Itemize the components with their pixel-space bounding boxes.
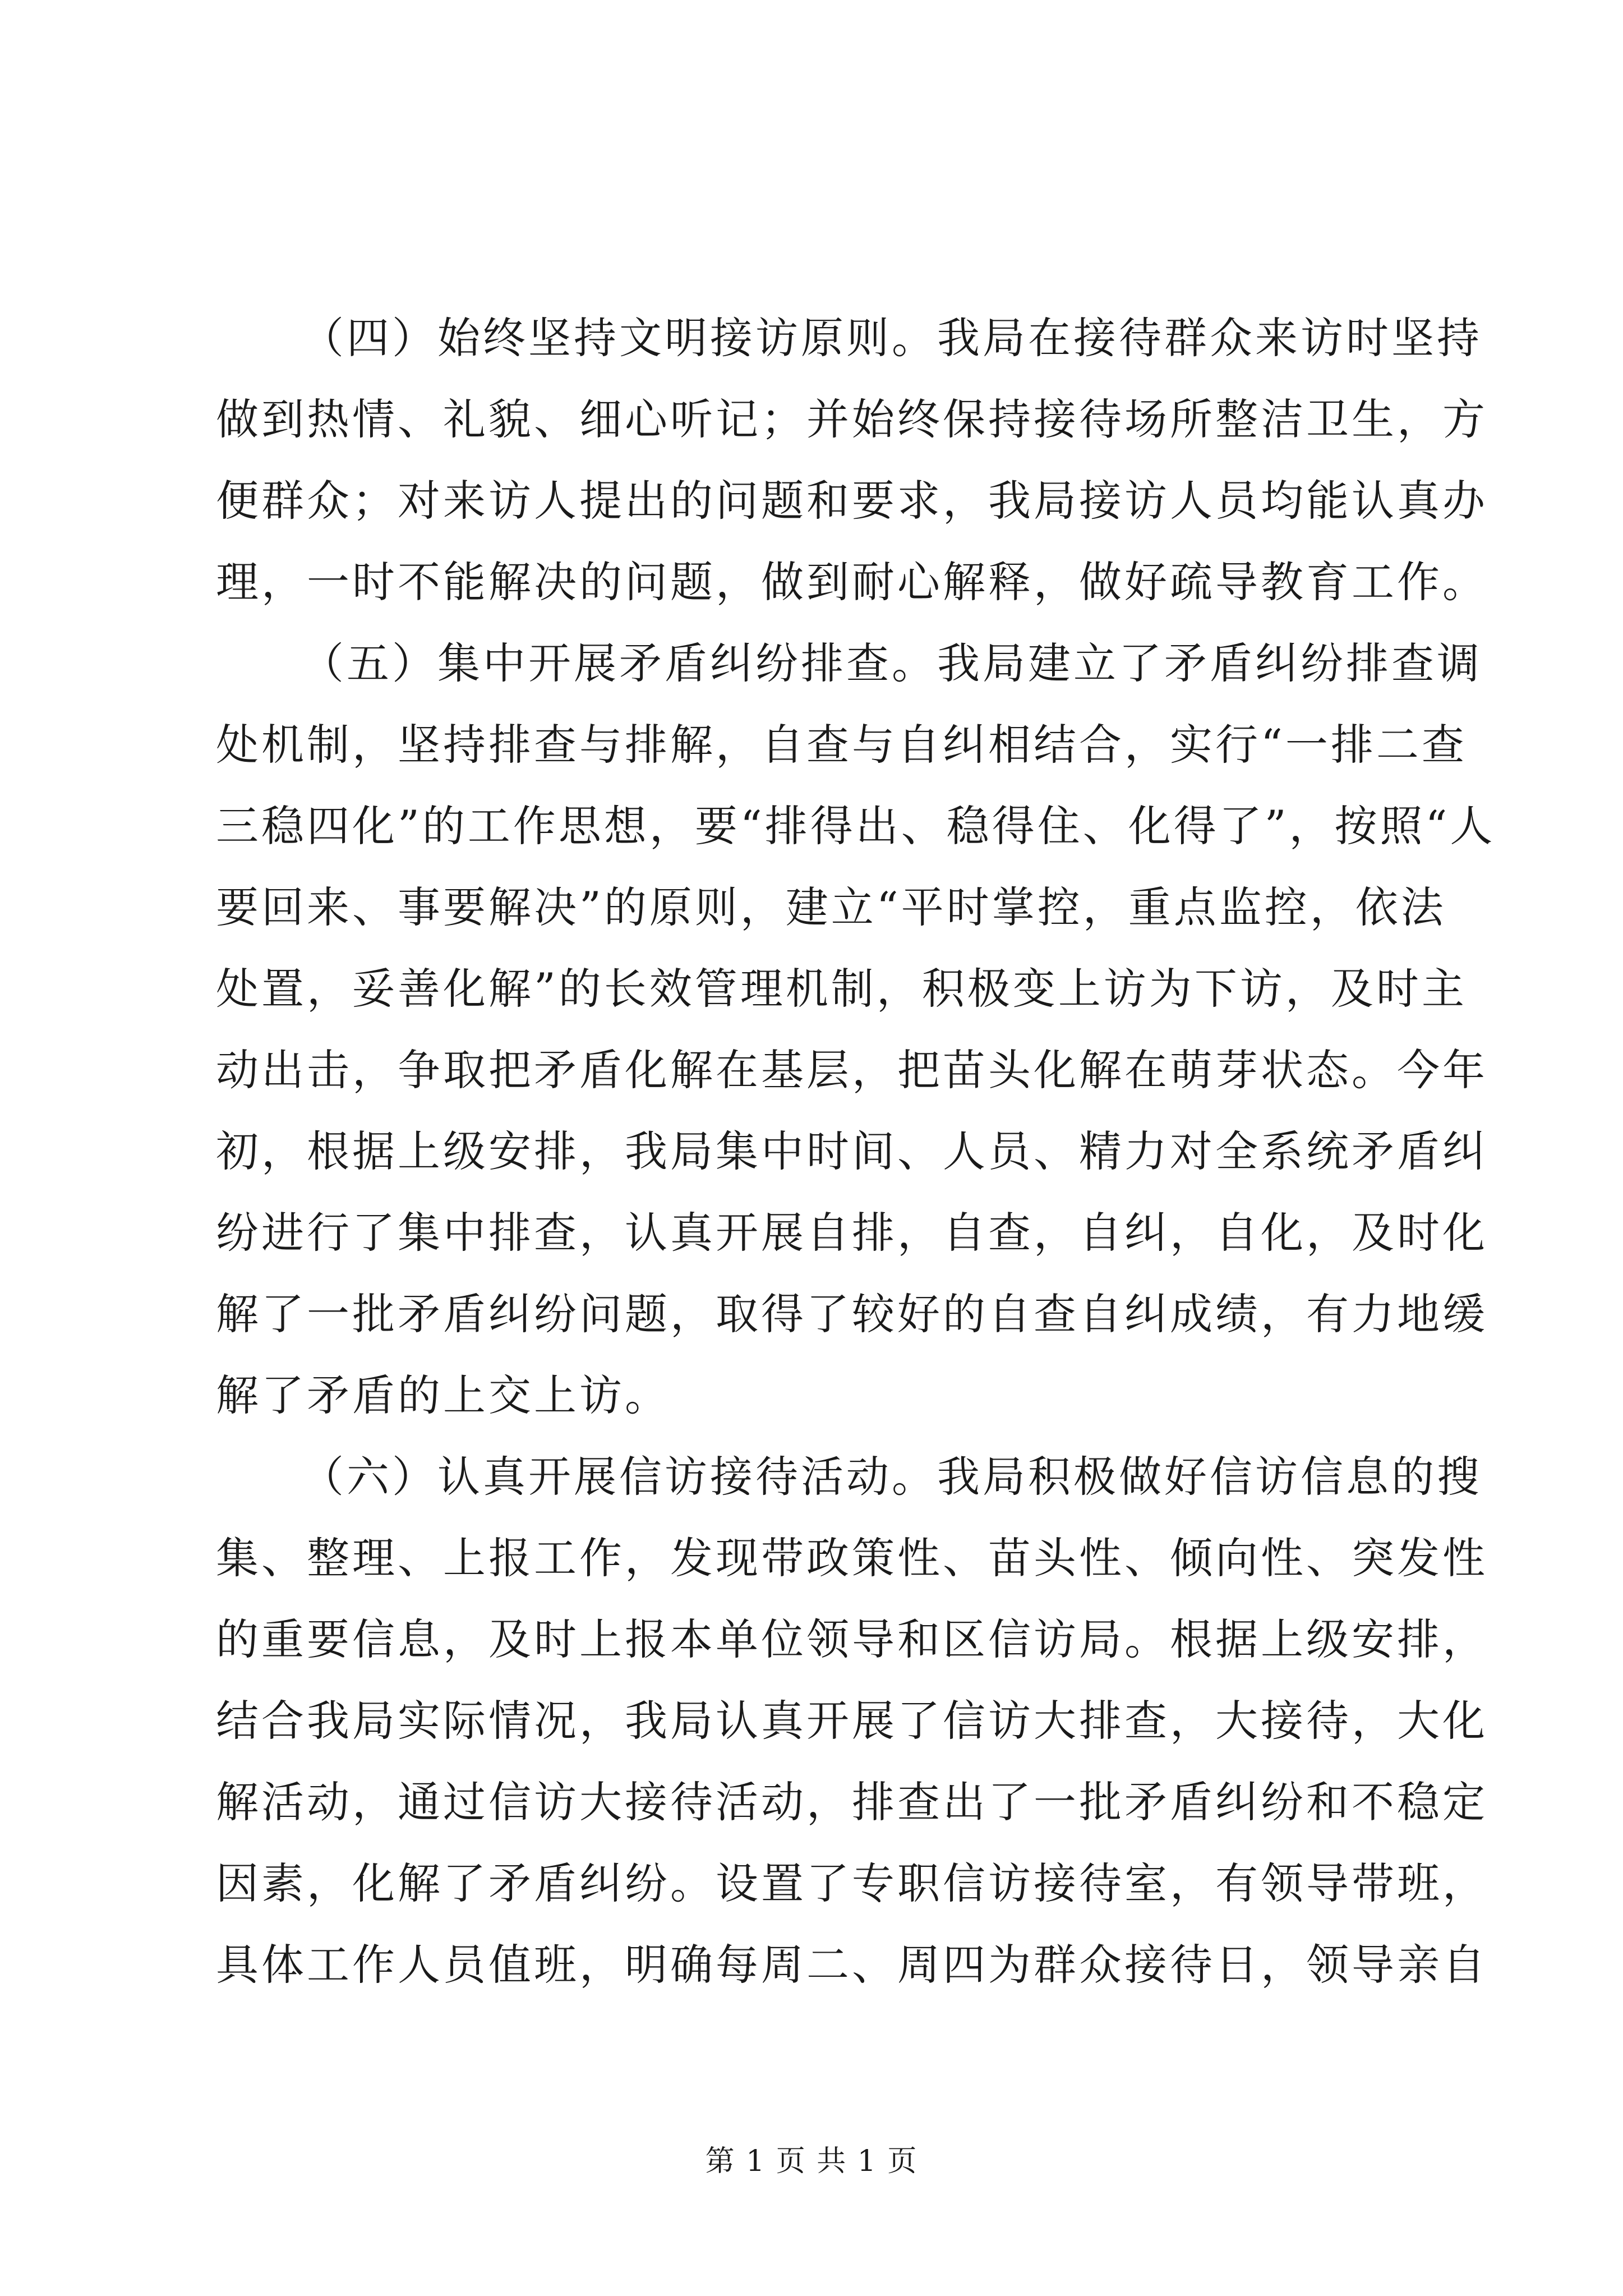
- paragraph-4: [216, 297, 1488, 623]
- paragraph-6: [216, 1436, 1488, 2005]
- document-body: [216, 297, 1496, 2005]
- paragraph-line: （六）认真开展信访接待活动。我局积极做好信访信息的搜: [301, 1452, 1482, 1502]
- paragraph-line: 具体工作人员值班，明确每周二、周四为群众接待日，领导亲自: [216, 1940, 1488, 1990]
- page-footer: 第 1 页 共 1 页: [705, 2145, 918, 2178]
- paragraph-line: 便群众；对来访人提出的问题和要求，我局接访人员均能认真办: [216, 476, 1488, 526]
- paragraph-line: 结合我局实际情况，我局认真开展了信访大排查，大接待，大化: [216, 1696, 1488, 1746]
- paragraph-line: 因素，化解了矛盾纠纷。设置了专职信访接待室，有领导带班，: [216, 1858, 1488, 1908]
- paragraph-line: （五）集中开展矛盾纠纷排查。我局建立了矛盾纠纷排查调: [301, 638, 1482, 688]
- paragraph-line: 理，一时不能解决的问题，做到耐心解释，做好疏导教育工作。: [216, 557, 1488, 607]
- paragraph-line: 解了一批矛盾纠纷问题，取得了较好的自查自纠成绩，有力地缓: [216, 1289, 1488, 1339]
- paragraph-line: 初，根据上级安排，我局集中时间、人员、精力对全系统矛盾纠: [216, 1126, 1488, 1176]
- paragraph-line: 处机制，坚持排查与排解，自查与自纠相结合，实行“一排二查: [216, 720, 1467, 770]
- paragraph-line: 动出击，争取把矛盾化解在基层，把苗头化解在萌芽状态。今年: [216, 1045, 1488, 1095]
- paragraph-line: 的重要信息，及时上报本单位领导和区信访局。根据上级安排，: [216, 1614, 1488, 1664]
- paragraph-line: 处置，妥善化解”的长效管理机制，积极变上访为下访，及时主: [216, 964, 1467, 1014]
- paragraph-line: （四）始终坚持文明接访原则。我局在接待群众来访时坚持: [301, 313, 1482, 363]
- paragraph-line: 纷进行了集中排查，认真开展自排，自查，自纠，自化，及时化: [216, 1208, 1488, 1258]
- paragraph-line: 要回来、事要解决”的原则，建立“平时掌控，重点监控，依法: [216, 882, 1446, 932]
- paragraph-line: 做到热情、礼貌、细心听记；并始终保持接待场所整洁卫生，方: [216, 394, 1488, 444]
- paragraph-line: 解活动，通过信访大接待活动，排查出了一批矛盾纠纷和不稳定: [216, 1777, 1488, 1827]
- paragraph-line: 集、整理、上报工作，发现带政策性、苗头性、倾向性、突发性: [216, 1533, 1488, 1583]
- paragraph-line: 解了矛盾的上交上访。: [216, 1370, 670, 1420]
- paragraph-5: [216, 623, 1496, 1436]
- paragraph-line: 三稳四化”的工作思想，要“排得出、稳得住、化得了”，按照“人: [216, 801, 1496, 851]
